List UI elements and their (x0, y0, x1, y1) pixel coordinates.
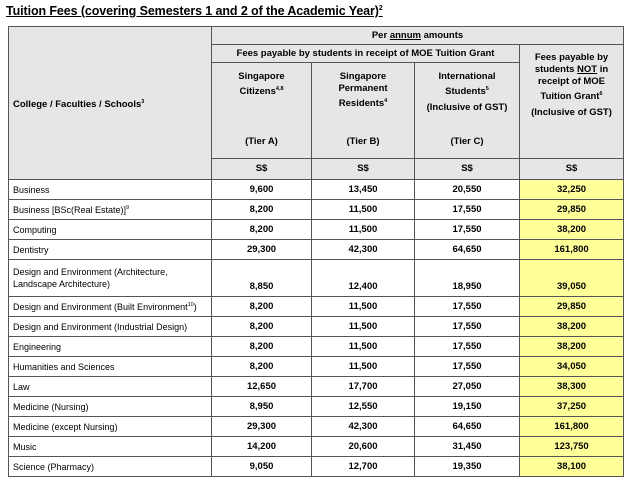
tier-a-fee-cell: 14,200 (212, 437, 312, 457)
non-grant-fee-cell: 32,250 (520, 180, 624, 200)
table-row (9, 240, 624, 260)
tier-b-fee-cell: 11,500 (312, 220, 415, 240)
tier-a-fee-cell: 8,200 (212, 317, 312, 337)
table-row (9, 337, 624, 357)
tier-a-fee-cell: 12,650 (212, 377, 312, 397)
table-row (9, 180, 624, 200)
tier-a-label: (Tier A) (245, 136, 278, 147)
title-footnote: 2 (378, 5, 383, 12)
tier-c-fee-cell: 64,650 (415, 240, 520, 260)
non-grant-fee-cell: 38,300 (520, 377, 624, 397)
college-name-cell: Computing (9, 220, 212, 240)
tier-a-fee-cell: 8,200 (212, 200, 312, 220)
title-text: Tuition Fees (covering Semesters 1 and 2 of the Academic Year) (6, 4, 379, 18)
tier-c-fee-cell: 64,650 (415, 417, 520, 437)
non-grant-fee-cell: 38,200 (520, 317, 624, 337)
non-grant-fee-cell: 38,100 (520, 457, 624, 477)
header-college: College / Faculties / Schools$^3$ (9, 27, 212, 180)
header-international: International Students$^5$ (Inclusive of GST) (Tier C) (415, 63, 520, 159)
tier-c-fee-cell: 18,950 (415, 260, 520, 297)
college-name-cell: Science (Pharmacy) (9, 457, 212, 477)
tier-c-fee-cell: 19,150 (415, 397, 520, 417)
currency-label: S$ (520, 159, 624, 180)
tier-c-fee-cell: 20,550 (415, 180, 520, 200)
table-row (9, 220, 624, 240)
page-title (6, 4, 383, 18)
college-name-cell: Music (9, 437, 212, 457)
header-permanent-residents: Singapore Permanent Residents$^4$ (Tier B) (312, 63, 415, 159)
tuition-fees-table (8, 26, 624, 477)
table-row (9, 417, 624, 437)
tier-b-fee-cell: 12,700 (312, 457, 415, 477)
college-name-cell: Law (9, 377, 212, 397)
header-citizens: Singapore Citizens$^{4,8}$ (Tier A) (212, 63, 312, 159)
tier-b-fee-cell: 12,400 (312, 260, 415, 297)
college-name-cell: Business [BSc(Real Estate)]$^9$ (9, 200, 212, 220)
tier-b-fee-cell: 17,700 (312, 377, 415, 397)
college-name-cell: Humanities and Sciences (9, 357, 212, 377)
college-name-cell: Dentistry (9, 240, 212, 260)
non-grant-fee-cell: 38,200 (520, 220, 624, 240)
college-name-cell: Design and Environment (Built Environment$^{10}$) (9, 297, 212, 317)
header-per-annum: Per annum amounts (212, 27, 624, 45)
tier-a-fee-cell: 8,200 (212, 337, 312, 357)
table-row (9, 457, 624, 477)
tier-b-fee-cell: 12,550 (312, 397, 415, 417)
tier-a-fee-cell: 9,050 (212, 457, 312, 477)
tier-b-fee-cell: 11,500 (312, 317, 415, 337)
tier-b-fee-cell: 42,300 (312, 417, 415, 437)
non-grant-fee-cell: 38,200 (520, 337, 624, 357)
table-row (9, 317, 624, 337)
tier-b-fee-cell: 11,500 (312, 297, 415, 317)
table-row (9, 297, 624, 317)
table-row (9, 397, 624, 417)
non-grant-fee-cell: 37,250 (520, 397, 624, 417)
tier-b-fee-cell: 11,500 (312, 357, 415, 377)
currency-label: S$ (212, 159, 312, 180)
college-name-cell: Medicine (Nursing) (9, 397, 212, 417)
tier-c-fee-cell: 17,550 (415, 317, 520, 337)
tier-a-fee-cell: 8,950 (212, 397, 312, 417)
tier-b-fee-cell: 42,300 (312, 240, 415, 260)
non-grant-fee-cell: 161,800 (520, 417, 624, 437)
tier-b-fee-cell: 13,450 (312, 180, 415, 200)
tier-c-fee-cell: 19,350 (415, 457, 520, 477)
tier-c-label: (Tier C) (450, 136, 484, 147)
currency-label: S$ (312, 159, 415, 180)
table-row (9, 260, 624, 297)
non-grant-fee-cell: 123,750 (520, 437, 624, 457)
tier-c-fee-cell: 17,550 (415, 220, 520, 240)
tier-c-fee-cell: 17,550 (415, 357, 520, 377)
tier-c-fee-cell: 17,550 (415, 297, 520, 317)
tier-a-fee-cell: 29,300 (212, 240, 312, 260)
college-name-cell: Design and Environment (Industrial Design) (9, 317, 212, 337)
tier-b-fee-cell: 11,500 (312, 337, 415, 357)
table-row (9, 357, 624, 377)
non-grant-fee-cell: 29,850 (520, 200, 624, 220)
tier-a-fee-cell: 8,200 (212, 297, 312, 317)
college-name-cell: Design and Environment (Architecture, Landscape Architecture) (9, 260, 212, 297)
tier-a-fee-cell: 8,200 (212, 357, 312, 377)
tier-a-fee-cell: 9,600 (212, 180, 312, 200)
tier-c-fee-cell: 17,550 (415, 337, 520, 357)
tier-c-fee-cell: 27,050 (415, 377, 520, 397)
tier-a-fee-cell: 8,850 (212, 260, 312, 297)
non-grant-fee-cell: 161,800 (520, 240, 624, 260)
header-moe-grant: Fees payable by students in receipt of MOE Tuition Grant (212, 45, 520, 63)
currency-label: S$ (415, 159, 520, 180)
non-grant-fee-cell: 34,050 (520, 357, 624, 377)
tier-b-label: (Tier B) (346, 136, 380, 147)
non-grant-fee-cell: 39,050 (520, 260, 624, 297)
tier-a-fee-cell: 29,300 (212, 417, 312, 437)
tier-b-fee-cell: 20,600 (312, 437, 415, 457)
college-name-cell: Engineering (9, 337, 212, 357)
header-not-grant: Fees payable by students NOT in receipt of MOE Tuition Grant$^6$ (Inclusive of GST) (520, 45, 624, 159)
college-name-cell: Business (9, 180, 212, 200)
tier-c-fee-cell: 31,450 (415, 437, 520, 457)
college-name-cell: Medicine (except Nursing) (9, 417, 212, 437)
tier-c-fee-cell: 17,550 (415, 200, 520, 220)
tier-a-fee-cell: 8,200 (212, 220, 312, 240)
table-row (9, 437, 624, 457)
non-grant-fee-cell: 29,850 (520, 297, 624, 317)
table-row (9, 200, 624, 220)
table-row (9, 377, 624, 397)
tier-b-fee-cell: 11,500 (312, 200, 415, 220)
